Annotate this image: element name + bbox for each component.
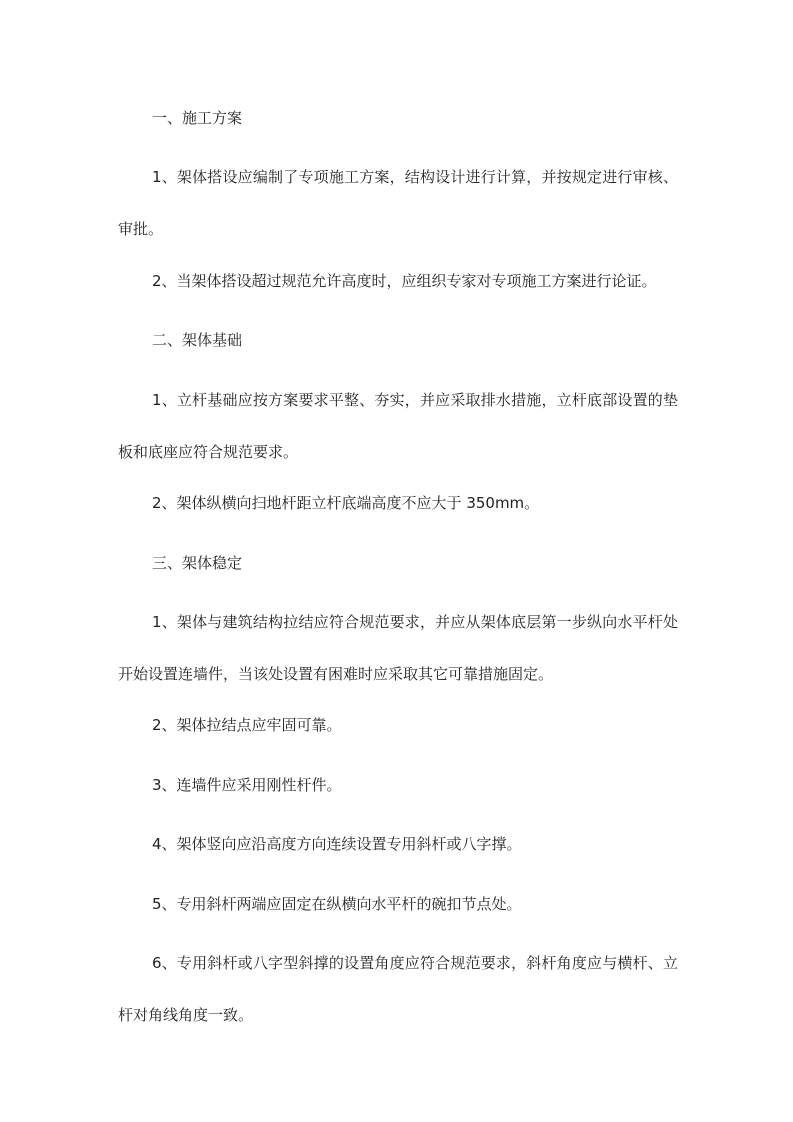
paragraph-2-1: 1、立杆基础应按方案要求平整、夯实，并应采取排水措施，立杆底部设置的垫板和底座应符合规范要求。: [118, 391, 678, 461]
paragraph-1-2: 2、当架体搭设超过规范允许高度时，应组织专家对专项施工方案进行论证。: [152, 272, 657, 290]
section-heading-1: 一、施工方案: [152, 109, 243, 127]
paragraph-3-6: 6、专用斜杆或八字型斜撑的设置角度应符合规范要求，斜杆角度应与横杆、立杆对角线角度一致。: [118, 954, 678, 1024]
paragraph-3-2: 2、架体拉结点应牢固可靠。: [152, 716, 342, 734]
paragraph-3-1: 1、架体与建筑结构拉结应符合规范要求，并应从架体底层第一步纵向水平杆处开始设置连墙件，当该处设置有困难时应采取其它可靠措施固定。: [118, 613, 678, 683]
section-heading-3: 三、架体稳定: [152, 554, 243, 572]
paragraph-3-3: 3、连墙件应采用刚性杆件。: [152, 776, 342, 794]
paragraph-2-2: 2、架体纵横向扫地杆距立杆底端高度不应大于 350mm。: [152, 494, 540, 512]
paragraph-1-1: 1、架体搭设应编制了专项施工方案，结构设计进行计算，并按规定进行审核、审批。: [118, 168, 678, 238]
paragraph-3-5: 5、专用斜杆两端应固定在纵横向水平杆的碗扣节点处。: [152, 895, 522, 913]
paragraph-3-4: 4、架体竖向应沿高度方向连续设置专用斜杆或八字撑。: [152, 835, 522, 853]
section-heading-2: 二、架体基础: [152, 331, 243, 349]
